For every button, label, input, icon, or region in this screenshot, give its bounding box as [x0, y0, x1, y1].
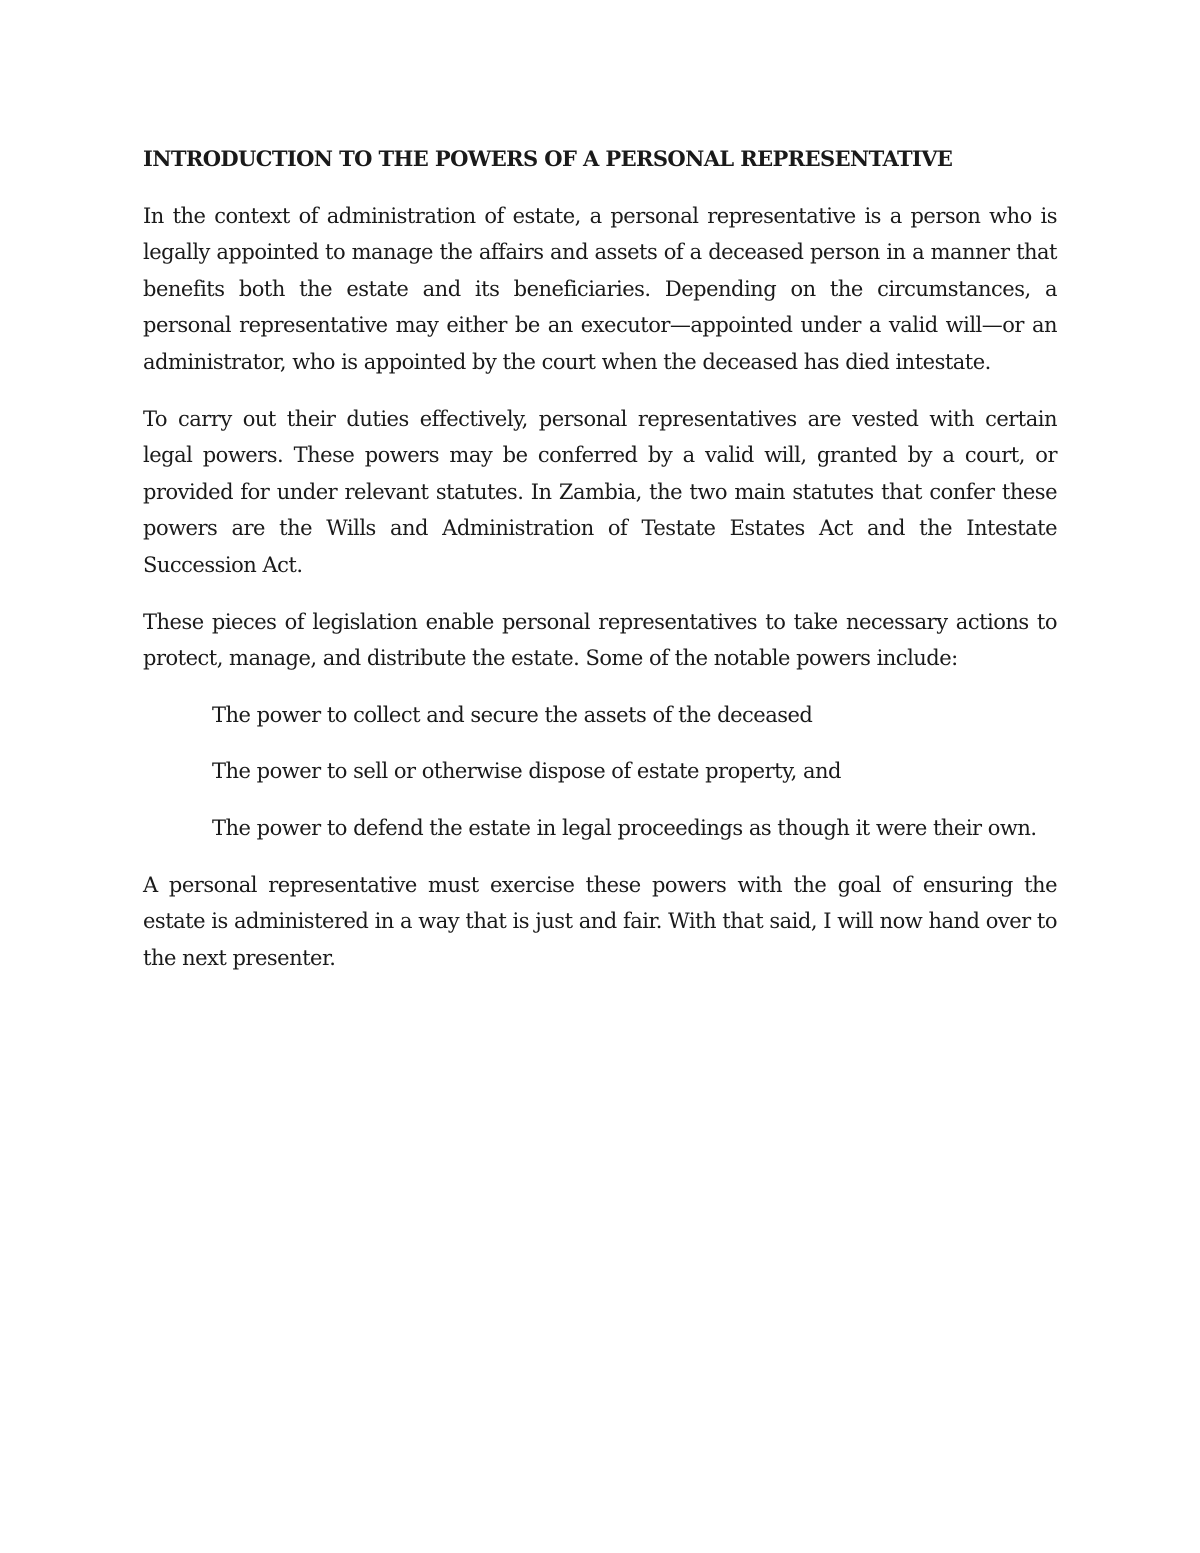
- document-body: [143, 141, 1057, 996]
- power-item-collect-assets: The power to collect and secure the assets of the deceased: [212, 702, 813, 727]
- powers-list: [143, 697, 1057, 847]
- paragraph-introduction: In the context of administration of estate, a personal representative is a person who is legally appointed to manage the affairs and assets of a deceased person in a manner that benefits both the estate and its beneficiaries. Depending on the circumstances, a personal representative may either be an executor—appointed under a valid will—or an administrator, who is appointed by the court when the deceased has died intestate.: [143, 203, 1057, 374]
- document-heading: INTRODUCTION TO THE POWERS OF A PERSONAL REPRESENTATIVE: [143, 146, 953, 171]
- paragraph-closing: A personal representative must exercise these powers with the goal of ensuring the estate is administered in a way that is just and fair. With that said, I will now hand over to the next presenter.: [143, 872, 1057, 970]
- power-item-defend-estate: The power to defend the estate in legal proceedings as though it were their own.: [212, 815, 1037, 840]
- paragraph-legislation: These pieces of legislation enable personal representatives to take necessary actions to protect, manage, and distribute the estate. Some of the notable powers include:: [143, 609, 1057, 671]
- power-item-dispose-property: The power to sell or otherwise dispose of estate property, and: [212, 759, 841, 784]
- paragraph-legal-powers: To carry out their duties effectively, personal representatives are vested with certain legal powers. These powers may be conferred by a valid will, granted by a court, or provided for under relevant statutes. In Zambia, the two main statutes that confer these powers are the Wills and Administration of Testate Estates Act and the Intestate Succession Act.: [143, 406, 1057, 577]
